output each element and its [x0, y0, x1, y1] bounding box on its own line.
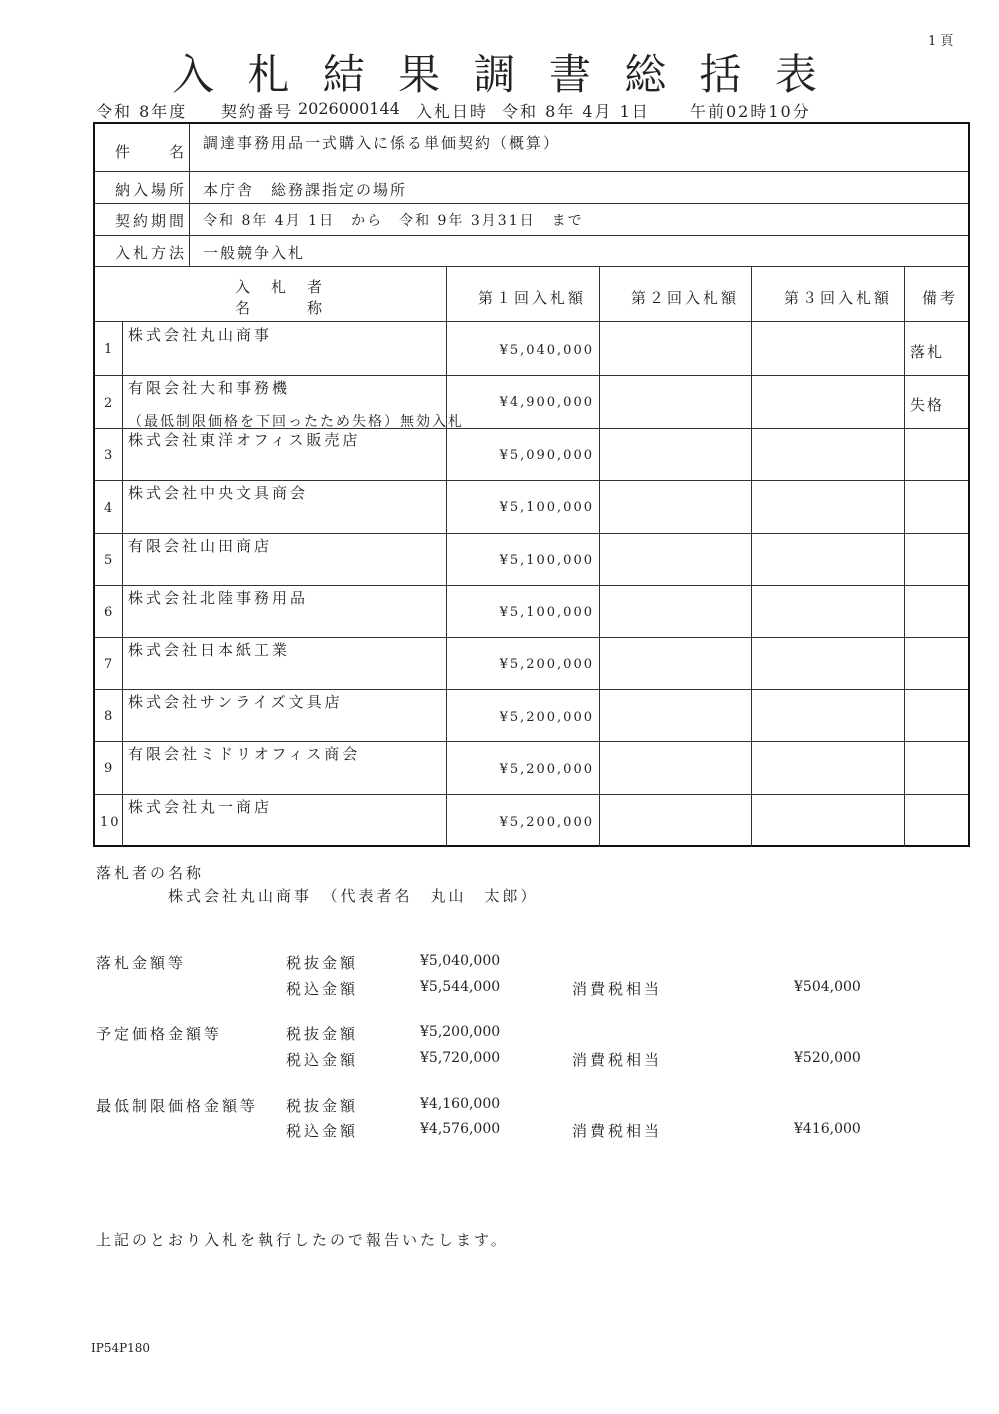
- summary-ex-tax-value: ¥5,040,000: [420, 953, 501, 969]
- bid-date: 令和 8年 4月 1日: [502, 102, 650, 121]
- row-no: 7: [104, 657, 115, 672]
- info-value-period: 令和 8年 4月 1日 から 令和 9年 3月31日 まで: [203, 213, 584, 229]
- row-no: 4: [104, 501, 115, 516]
- row-no: 6: [104, 605, 115, 620]
- summary-ex-tax-value: ¥5,200,000: [420, 1024, 501, 1040]
- bid-amount: ¥4,900,000: [499, 395, 594, 410]
- bid-amount: ¥5,100,000: [499, 553, 594, 568]
- info-label-delivery: 納入場所: [115, 181, 188, 199]
- bid-amount: ¥5,040,000: [499, 343, 594, 358]
- bidder-name: 有限会社大和事務機: [128, 379, 291, 397]
- summary-ex-tax-label: 税抜金額: [286, 1097, 359, 1115]
- summary-in-tax-label: 税込金額: [286, 1122, 359, 1140]
- summary-ex-tax-label: 税抜金額: [286, 1025, 359, 1043]
- col-header-bidder-2: 名 称: [235, 299, 326, 317]
- contract-no: 2026000144: [298, 99, 400, 118]
- summary-in-tax-value: ¥4,576,000: [420, 1121, 501, 1137]
- summary-label-planned: 予定価格金額等: [96, 1025, 223, 1043]
- bid-amount: ¥5,200,000: [499, 710, 594, 725]
- info-label-method: 入札方法: [115, 244, 188, 262]
- col-header-round2: 第２回入札額: [631, 289, 740, 307]
- summary-in-tax-value: ¥5,544,000: [420, 979, 501, 995]
- info-label-period: 契約期間: [115, 212, 188, 230]
- row-no: 8: [104, 709, 115, 724]
- summary-tax-label: 消費税相当: [572, 1122, 663, 1140]
- form-code: IP54P180: [91, 1341, 151, 1355]
- bidder-name: 株式会社北陸事務用品: [128, 589, 309, 607]
- bidder-name: 株式会社日本紙工業: [128, 641, 291, 659]
- bidder-note: （最低制限価格を下回ったため失格）無効入札: [128, 414, 464, 430]
- winner-value: 株式会社丸山商事 （代表者名 丸山 太郎）: [168, 887, 539, 905]
- info-value-method: 一般競争入札: [203, 244, 306, 262]
- bid-date-label: 入札日時: [416, 102, 489, 121]
- winner-label: 落札者の名称: [96, 864, 205, 882]
- summary-tax-value: ¥416,000: [794, 1121, 861, 1137]
- summary-tax-label: 消費税相当: [572, 980, 663, 998]
- bid-amount: ¥5,100,000: [499, 605, 594, 620]
- bid-amount: ¥5,100,000: [499, 500, 594, 515]
- summary-in-tax-label: 税込金額: [286, 1051, 359, 1069]
- row-no: 9: [104, 761, 115, 776]
- summary-ex-tax-value: ¥4,160,000: [420, 1096, 501, 1112]
- bidder-name: 株式会社中央文具商会: [128, 484, 309, 502]
- remark: 失格: [910, 396, 945, 414]
- fiscal-year: 令和 8年度: [96, 102, 188, 121]
- bidder-name: 株式会社丸一商店: [128, 798, 273, 816]
- bidder-name: 有限会社ミドリオフィス商会: [128, 745, 361, 763]
- summary-in-tax-value: ¥5,720,000: [420, 1050, 501, 1066]
- footnote: 上記のとおり入札を執行したので報告いたします。: [96, 1231, 509, 1249]
- bid-amount: ¥5,200,000: [499, 762, 594, 777]
- summary-label-award: 落札金額等: [96, 954, 187, 972]
- summary-label-minimum: 最低制限価格金額等: [96, 1097, 259, 1115]
- row-no: 1: [104, 342, 115, 357]
- row-no: 2: [104, 396, 115, 411]
- info-value-delivery: 本庁舎 総務課指定の場所: [203, 181, 408, 199]
- summary-ex-tax-label: 税抜金額: [286, 954, 359, 972]
- document-title: 入 札 結 果 調 書 総 括 表: [172, 50, 827, 99]
- bid-time: 午前02時10分: [690, 102, 811, 121]
- remark: 落札: [910, 343, 945, 361]
- info-label-subject: 件 名: [115, 143, 188, 161]
- row-no: 5: [104, 553, 115, 568]
- page-number: 1 頁: [928, 34, 954, 49]
- summary-tax-value: ¥520,000: [794, 1050, 861, 1066]
- summary-tax-label: 消費税相当: [572, 1051, 663, 1069]
- bidder-name: 株式会社東洋オフィス販売店: [128, 431, 361, 449]
- col-header-remarks: 備考: [922, 289, 959, 307]
- bid-amount: ¥5,200,000: [499, 815, 594, 830]
- col-header-round3: 第３回入札額: [784, 289, 893, 307]
- row-no: 3: [104, 448, 115, 463]
- bidder-name: 株式会社丸山商事: [128, 326, 273, 344]
- bidder-name: 株式会社サンライズ文具店: [128, 693, 343, 711]
- info-value-subject: 調達事務用品一式購入に係る単価契約（概算）: [203, 134, 561, 152]
- col-header-round1: 第１回入札額: [478, 289, 587, 307]
- summary-tax-value: ¥504,000: [794, 979, 861, 995]
- bidder-name: 有限会社山田商店: [128, 537, 273, 555]
- bid-amount: ¥5,090,000: [499, 448, 594, 463]
- col-header-bidder-1: 入 札 者: [235, 278, 326, 296]
- summary-in-tax-label: 税込金額: [286, 980, 359, 998]
- contract-no-label: 契約番号: [221, 102, 294, 121]
- bid-results-table: [93, 122, 970, 847]
- row-no: 10: [100, 815, 121, 830]
- bid-amount: ¥5,200,000: [499, 657, 594, 672]
